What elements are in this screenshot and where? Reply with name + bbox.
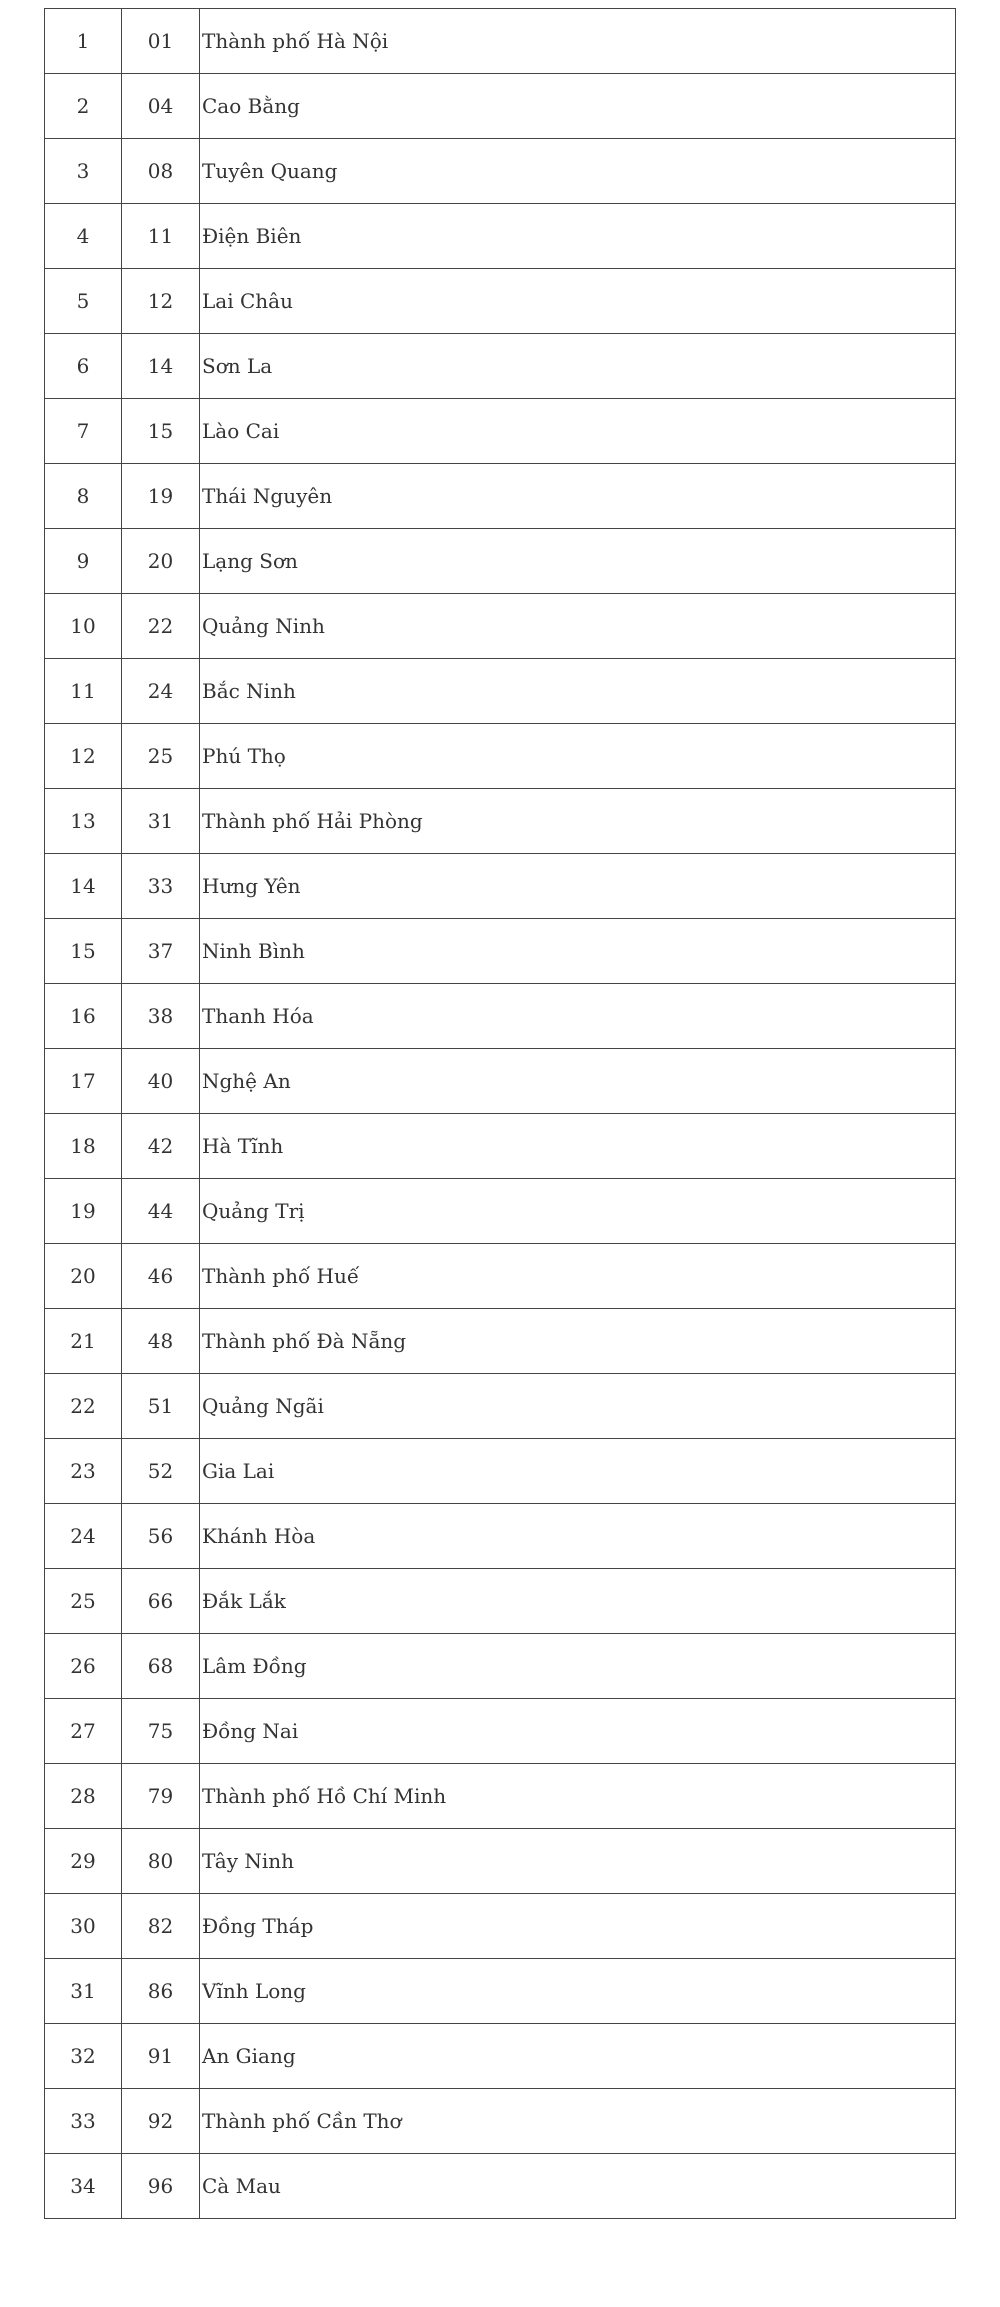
table-row	[45, 854, 956, 919]
province-code-cell: 20	[122, 529, 200, 594]
province-name-cell: Thành phố Hải Phòng	[200, 789, 956, 854]
table-row	[45, 1114, 956, 1179]
row-index-cell: 31	[45, 1959, 122, 2024]
row-index-cell: 6	[45, 334, 122, 399]
table-row	[45, 9, 956, 74]
province-code-cell: 25	[122, 724, 200, 789]
row-index-cell: 12	[45, 724, 122, 789]
row-index-cell: 18	[45, 1114, 122, 1179]
table-row	[45, 464, 956, 529]
province-name-cell: Cà Mau	[200, 2154, 956, 2219]
province-code-cell: 14	[122, 334, 200, 399]
province-name-cell: Cao Bằng	[200, 74, 956, 139]
province-name-cell: Bắc Ninh	[200, 659, 956, 724]
province-name-cell: Đắk Lắk	[200, 1569, 956, 1634]
province-name-cell: Gia Lai	[200, 1439, 956, 1504]
province-code-cell: 80	[122, 1829, 200, 1894]
table-row	[45, 1634, 956, 1699]
row-index-cell: 7	[45, 399, 122, 464]
province-code-cell: 68	[122, 1634, 200, 1699]
province-name-cell: Khánh Hòa	[200, 1504, 956, 1569]
table-row	[45, 1049, 956, 1114]
table-row	[45, 2024, 956, 2089]
row-index-cell: 24	[45, 1504, 122, 1569]
row-index-cell: 2	[45, 74, 122, 139]
table-row	[45, 1504, 956, 1569]
table-row	[45, 594, 956, 659]
province-code-cell: 52	[122, 1439, 200, 1504]
province-name-cell: Lào Cai	[200, 399, 956, 464]
table-row	[45, 74, 956, 139]
table-row	[45, 1439, 956, 1504]
province-name-cell: Thành phố Cần Thơ	[200, 2089, 956, 2154]
table-row	[45, 139, 956, 204]
province-code-cell: 37	[122, 919, 200, 984]
row-index-cell: 29	[45, 1829, 122, 1894]
province-code-cell: 44	[122, 1179, 200, 1244]
table-row	[45, 724, 956, 789]
table-row	[45, 399, 956, 464]
province-name-cell: Đồng Tháp	[200, 1894, 956, 1959]
province-code-cell: 11	[122, 204, 200, 269]
province-code-cell: 19	[122, 464, 200, 529]
province-code-table	[44, 8, 956, 2219]
row-index-cell: 9	[45, 529, 122, 594]
province-code-cell: 04	[122, 74, 200, 139]
province-name-cell: An Giang	[200, 2024, 956, 2089]
province-name-cell: Quảng Ninh	[200, 594, 956, 659]
row-index-cell: 26	[45, 1634, 122, 1699]
table-row	[45, 984, 956, 1049]
row-index-cell: 32	[45, 2024, 122, 2089]
row-index-cell: 23	[45, 1439, 122, 1504]
province-code-cell: 01	[122, 9, 200, 74]
table-row	[45, 1829, 956, 1894]
province-code-cell: 91	[122, 2024, 200, 2089]
province-code-cell: 38	[122, 984, 200, 1049]
row-index-cell: 19	[45, 1179, 122, 1244]
row-index-cell: 15	[45, 919, 122, 984]
row-index-cell: 30	[45, 1894, 122, 1959]
row-index-cell: 17	[45, 1049, 122, 1114]
province-name-cell: Ninh Bình	[200, 919, 956, 984]
row-index-cell: 10	[45, 594, 122, 659]
province-code-cell: 96	[122, 2154, 200, 2219]
province-code-cell: 51	[122, 1374, 200, 1439]
table-row	[45, 1569, 956, 1634]
province-code-cell: 22	[122, 594, 200, 659]
row-index-cell: 1	[45, 9, 122, 74]
province-code-cell: 33	[122, 854, 200, 919]
table-row	[45, 529, 956, 594]
row-index-cell: 4	[45, 204, 122, 269]
province-name-cell: Thái Nguyên	[200, 464, 956, 529]
province-code-cell: 42	[122, 1114, 200, 1179]
row-index-cell: 28	[45, 1764, 122, 1829]
province-name-cell: Phú Thọ	[200, 724, 956, 789]
province-code-cell: 46	[122, 1244, 200, 1309]
province-code-cell: 15	[122, 399, 200, 464]
province-code-cell: 24	[122, 659, 200, 724]
table-row	[45, 269, 956, 334]
province-name-cell: Quảng Ngãi	[200, 1374, 956, 1439]
province-code-cell: 92	[122, 2089, 200, 2154]
province-name-cell: Thành phố Hà Nội	[200, 9, 956, 74]
row-index-cell: 22	[45, 1374, 122, 1439]
province-name-cell: Hà Tĩnh	[200, 1114, 956, 1179]
province-code-cell: 79	[122, 1764, 200, 1829]
province-name-cell: Thành phố Đà Nẵng	[200, 1309, 956, 1374]
province-code-cell: 48	[122, 1309, 200, 1374]
table-row	[45, 2154, 956, 2219]
row-index-cell: 14	[45, 854, 122, 919]
province-name-cell: Vĩnh Long	[200, 1959, 956, 2024]
province-name-cell: Thành phố Hồ Chí Minh	[200, 1764, 956, 1829]
row-index-cell: 16	[45, 984, 122, 1049]
province-code-cell: 75	[122, 1699, 200, 1764]
row-index-cell: 5	[45, 269, 122, 334]
row-index-cell: 11	[45, 659, 122, 724]
table-row	[45, 789, 956, 854]
table-body	[45, 9, 956, 2219]
province-name-cell: Lạng Sơn	[200, 529, 956, 594]
province-code-cell: 66	[122, 1569, 200, 1634]
province-name-cell: Đồng Nai	[200, 1699, 956, 1764]
row-index-cell: 8	[45, 464, 122, 529]
table-row	[45, 1764, 956, 1829]
row-index-cell: 21	[45, 1309, 122, 1374]
province-name-cell: Hưng Yên	[200, 854, 956, 919]
province-name-cell: Sơn La	[200, 334, 956, 399]
table-row	[45, 1699, 956, 1764]
table-row	[45, 334, 956, 399]
row-index-cell: 13	[45, 789, 122, 854]
province-code-cell: 82	[122, 1894, 200, 1959]
table-row	[45, 1179, 956, 1244]
province-name-cell: Thanh Hóa	[200, 984, 956, 1049]
table-row	[45, 1894, 956, 1959]
row-index-cell: 20	[45, 1244, 122, 1309]
province-name-cell: Nghệ An	[200, 1049, 956, 1114]
province-code-cell: 40	[122, 1049, 200, 1114]
table-row	[45, 2089, 956, 2154]
province-code-cell: 08	[122, 139, 200, 204]
province-name-cell: Thành phố Huế	[200, 1244, 956, 1309]
table-row	[45, 919, 956, 984]
row-index-cell: 34	[45, 2154, 122, 2219]
table-row	[45, 1309, 956, 1374]
province-name-cell: Tuyên Quang	[200, 139, 956, 204]
province-name-cell: Lai Châu	[200, 269, 956, 334]
province-code-cell: 56	[122, 1504, 200, 1569]
table-row	[45, 204, 956, 269]
table-row	[45, 1244, 956, 1309]
province-code-cell: 86	[122, 1959, 200, 2024]
row-index-cell: 27	[45, 1699, 122, 1764]
table-row	[45, 1959, 956, 2024]
province-name-cell: Tây Ninh	[200, 1829, 956, 1894]
table-row	[45, 659, 956, 724]
province-code-cell: 12	[122, 269, 200, 334]
row-index-cell: 33	[45, 2089, 122, 2154]
row-index-cell: 3	[45, 139, 122, 204]
province-name-cell: Lâm Đồng	[200, 1634, 956, 1699]
province-name-cell: Quảng Trị	[200, 1179, 956, 1244]
table-row	[45, 1374, 956, 1439]
province-code-cell: 31	[122, 789, 200, 854]
row-index-cell: 25	[45, 1569, 122, 1634]
province-name-cell: Điện Biên	[200, 204, 956, 269]
